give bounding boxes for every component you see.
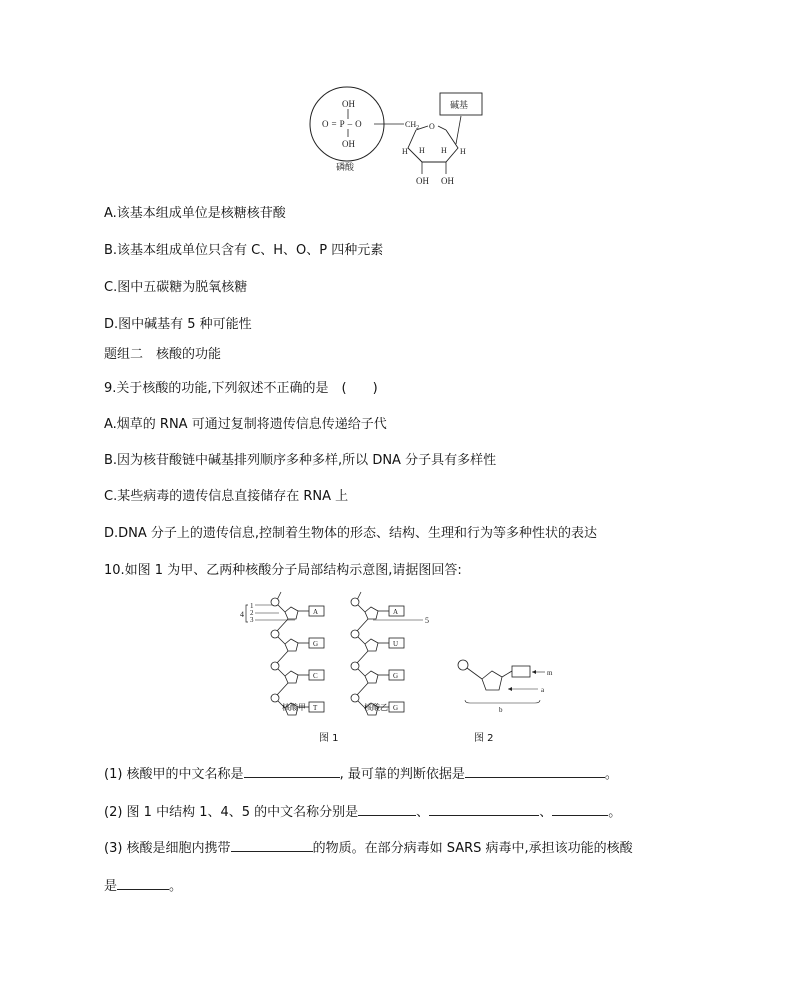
sugar-ring — [408, 130, 458, 162]
yi-base-3: G — [393, 672, 399, 680]
yi-base-4: G — [393, 704, 399, 712]
yi-base-2: U — [393, 640, 399, 648]
fig2-m: m — [547, 669, 553, 677]
q9-stem: 9.关于核酸的功能,下列叙述不正确的是 ( ) — [104, 381, 378, 396]
q10-sub2: (2) 图 1 中结构 1、4、5 的中文名称分别是 、 、 。 — [104, 805, 622, 820]
q9-option-d: D.DNA 分子上的遗传信息,控制着生物体的形态、结构、生理和行为等多种性状的表达 — [104, 526, 598, 541]
q9-option-b: B.因为核苷酸链中碱基排列顺序多种多样,所以 DNA 分子具有多样性 — [104, 453, 497, 468]
caption-jia: 核酸甲 — [282, 703, 306, 712]
q10-sub3-cont: 是 。 — [104, 879, 183, 894]
figure-1-caption: 图 1 — [319, 733, 339, 744]
h-label-3: H — [441, 146, 447, 155]
q9-option-c: C.某些病毒的遗传信息直接储存在 RNA 上 — [104, 489, 349, 504]
strand-yi — [351, 592, 423, 715]
answer-blank-1a[interactable] — [244, 765, 340, 778]
h-label-1: H — [402, 147, 408, 156]
caption-yi: 核酸乙 — [364, 703, 388, 712]
q8-option-b: B.该基本组成单位只含有 C、H、O、P 四种元素 — [104, 243, 384, 258]
oh-left: OH — [416, 176, 429, 186]
q9-option-a: A.烟草的 RNA 可通过复制将遗传信息传递给子代 — [104, 417, 387, 432]
label-5: 5 — [425, 616, 429, 625]
jia-base-4: T — [313, 704, 318, 712]
oh-right: OH — [441, 176, 454, 186]
h-label-4: H — [460, 147, 466, 156]
label-4: 4 — [240, 610, 244, 619]
figure-2-caption: 图 2 — [474, 733, 494, 744]
phosphate-p: O=P–O — [322, 119, 365, 129]
answer-blank-2a[interactable] — [358, 803, 416, 816]
phosphate-label: 磷酸 — [336, 162, 355, 172]
label-3: 3 — [250, 616, 254, 624]
q10-sub3: (3) 核酸是细胞内携带 的物质。在部分病毒如 SARS 病毒中,承担该功能的核酸 — [104, 841, 633, 856]
jia-base-2: G — [313, 640, 319, 648]
answer-blank-1b[interactable] — [465, 765, 605, 778]
figure-1 — [235, 590, 445, 720]
nucleotide-structure-figure — [300, 86, 510, 196]
answer-blank-2b[interactable] — [429, 803, 539, 816]
ring-oxygen: O — [429, 122, 435, 131]
yi-base-1: A — [393, 608, 399, 616]
phosphate-oh-bottom: OH — [342, 139, 355, 149]
answer-blank-3a[interactable] — [231, 839, 313, 852]
jia-base-1: A — [313, 608, 319, 616]
answer-blank-2c[interactable] — [552, 803, 608, 816]
q8-option-a: A.该基本组成单位是核糖核苷酸 — [104, 206, 286, 221]
section-title: 题组二 核酸的功能 — [104, 347, 222, 362]
figure-2 — [450, 655, 560, 715]
label-2: 2 — [250, 609, 254, 617]
jia-base-3: C — [313, 672, 318, 680]
q8-option-c: C.图中五碳糖为脱氧核糖 — [104, 280, 248, 295]
q8-option-d: D.图中碱基有 5 种可能性 — [104, 317, 252, 332]
phosphate-oh-top: OH — [342, 99, 355, 109]
q10-stem: 10.如图 1 为甲、乙两种核酸分子局部结构示意图,请据图回答: — [104, 563, 462, 578]
label-1: 1 — [250, 602, 254, 610]
answer-blank-3b[interactable] — [117, 877, 169, 890]
fig2-b: b — [499, 706, 503, 714]
h-label-2: H — [419, 146, 425, 155]
q10-sub1: (1) 核酸甲的中文名称是 , 最可靠的判断依据是 。 — [104, 767, 618, 782]
ch2-label: $CH_2$ — [405, 120, 420, 131]
base-label: 碱基 — [450, 100, 469, 110]
fig2-a: a — [541, 686, 545, 694]
